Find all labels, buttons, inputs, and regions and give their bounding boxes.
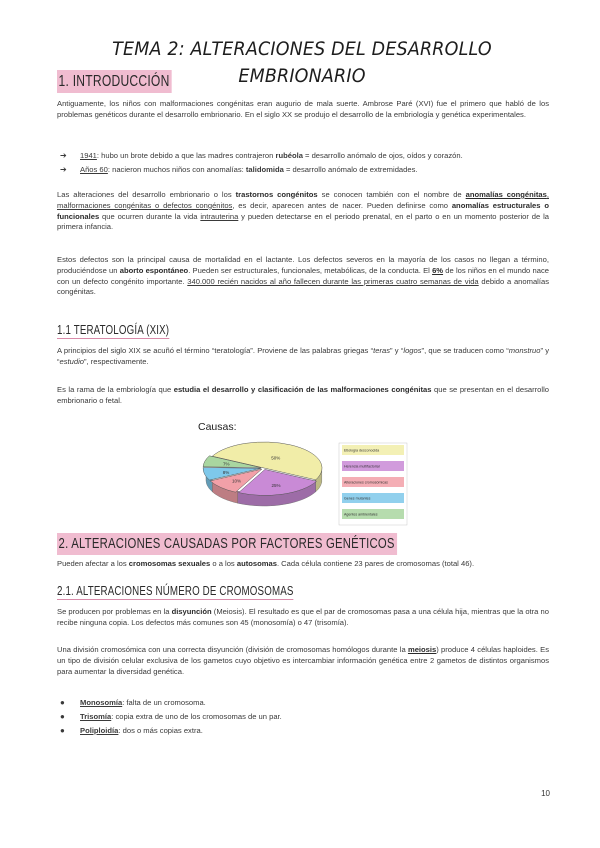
heading-introduccion: 1. INTRODUCCIÓN — [57, 70, 172, 93]
legend-label: Alteraciones cromosómicas — [344, 480, 388, 485]
bullet-1941: ➔ 1941: hubo un brote debido a que las madres contrajeron rubéola = desarrollo anómalo de ojos, oídos y corazón. — [60, 151, 463, 160]
legend-label: Genes mutantes — [344, 496, 371, 501]
heading-teratologia: 1.1 TERATOLOGÍA (XIX) — [57, 323, 170, 337]
heading-factores-geneticos: 2. ALTERACIONES CAUSADAS POR FACTORES GENÉTICOS — [57, 533, 397, 555]
bullet-icon: ● — [60, 712, 65, 721]
pie-slice-label: 10% — [231, 478, 242, 484]
bullet-icon: ● — [60, 726, 65, 735]
paragraph-teratologia: A principios del siglo XIX se acuñó el término “teratología”. Proviene de las palabras griegas “teras” y “logos”, que se traducen como “monstruo” y “estudio”, respectivamente. — [57, 346, 550, 366]
paragraph-disyuncion: Se producen por problemas en la disyunción (Meiosis). El resultado es que el par de cromosomas pasa a una célula hija, mientras que la otra no recibe ninguna copia. Los defectos más comunes son 45 (monosomía) o 47 (trisomía). — [57, 607, 549, 627]
page-title: TEMA 2: ALTERACIONES DEL DESARROLLO EMBRIONARIO — [112, 38, 492, 87]
paragraph-trastornos: Las alteraciones del desarrollo embrionario o los trastornos congénitos se conocen también con el nombre de anomalías congénitas, malformaciones congénitas o defectos congénitos, es decir, aparecen antes de nacer. Pueden definirse como anomalías estructurales o funcionales que ocurren durante la vida intrauterina y pueden detectarse en el periodo prenatal, en el parto o en un momento posterior de la primera infancia. — [57, 190, 549, 232]
legend-label: Agentes ambientales — [344, 512, 378, 517]
heading-numero-cromosomas: 2.1. ALTERACIONES NÚMERO DE CROMOSOMAS — [57, 584, 294, 598]
legend-label: Etiología desconocida — [344, 448, 380, 453]
causes-pie-chart — [198, 416, 412, 528]
bullet-anos-60: ➔ Años 60: nacieron muchos niños con anomalías: talidomida = desarrollo anómalo de extremidades. — [60, 165, 418, 174]
arrow-icon: ➔ — [60, 151, 67, 160]
arrow-icon: ➔ — [60, 165, 67, 174]
pie-slice-label: 7% — [223, 461, 230, 467]
paragraph-cromosomas: Pueden afectar a los cromosomas sexuales o a los autosomas. Cada célula contiene 23 pares de cromosomas (total 46). — [57, 559, 475, 568]
intro-paragraph: Antiguamente, los niños con malformaciones congénitas eran augurio de mala suerte. Ambrose Paré (XVI) fue el primero que habló de los problemas genéticos durante el desarrollo embrionario. En el siglo XX se produjo el desarrollo de la embriología y genética experimentales. — [57, 99, 549, 119]
paragraph-rama: Es la rama de la embriología que estudia el desarrollo y clasificación de las malformaciones congénitas que se presentan en el desarrollo embrionario o fetal. — [57, 385, 549, 405]
pie-slice-label: 25% — [271, 482, 281, 488]
bullet-icon: ● — [60, 698, 65, 707]
legend-label: Herencia multifactorial — [344, 464, 380, 469]
pie-slice-label: 8% — [222, 469, 230, 475]
page-number: 10 — [541, 789, 550, 798]
paragraph-mortalidad: Estos defectos son la principal causa de mortalidad en el lactante. Los defectos severos en la mayoría de los casos no llegan a término, produciéndose un aborto espontáneo. Pueden ser estructurales, funcionales, metabólicas, de la conducta. El 6% de los niños en el mundo nace con un defecto congénito importante. 340.000 recién nacidos al año fallecen durante las primeras cuatro semanas de vida debido a anomalías congénitas. — [57, 255, 549, 297]
paragraph-division: Una división cromosómica con una correcta disyunción (división de cromosomas homólogos durante la meiosis) produce 4 células haploides. Es un tipo de división celular exclusiva de los gametos cuyo objetivo es intercambiar información genética entre 2 gametos de distintos organismos para aumentar la diversidad genética. — [57, 645, 549, 676]
list-item: ● Poliploidía: dos o más copias extra. — [60, 726, 203, 735]
pie-slice-label: 50% — [271, 455, 281, 461]
list-item: ● Trisomía: copia extra de uno de los cromosomas de un par. — [60, 712, 282, 721]
list-item: ● Monosomía: falta de un cromosoma. — [60, 698, 206, 707]
chart-title: Causas: — [198, 421, 237, 433]
